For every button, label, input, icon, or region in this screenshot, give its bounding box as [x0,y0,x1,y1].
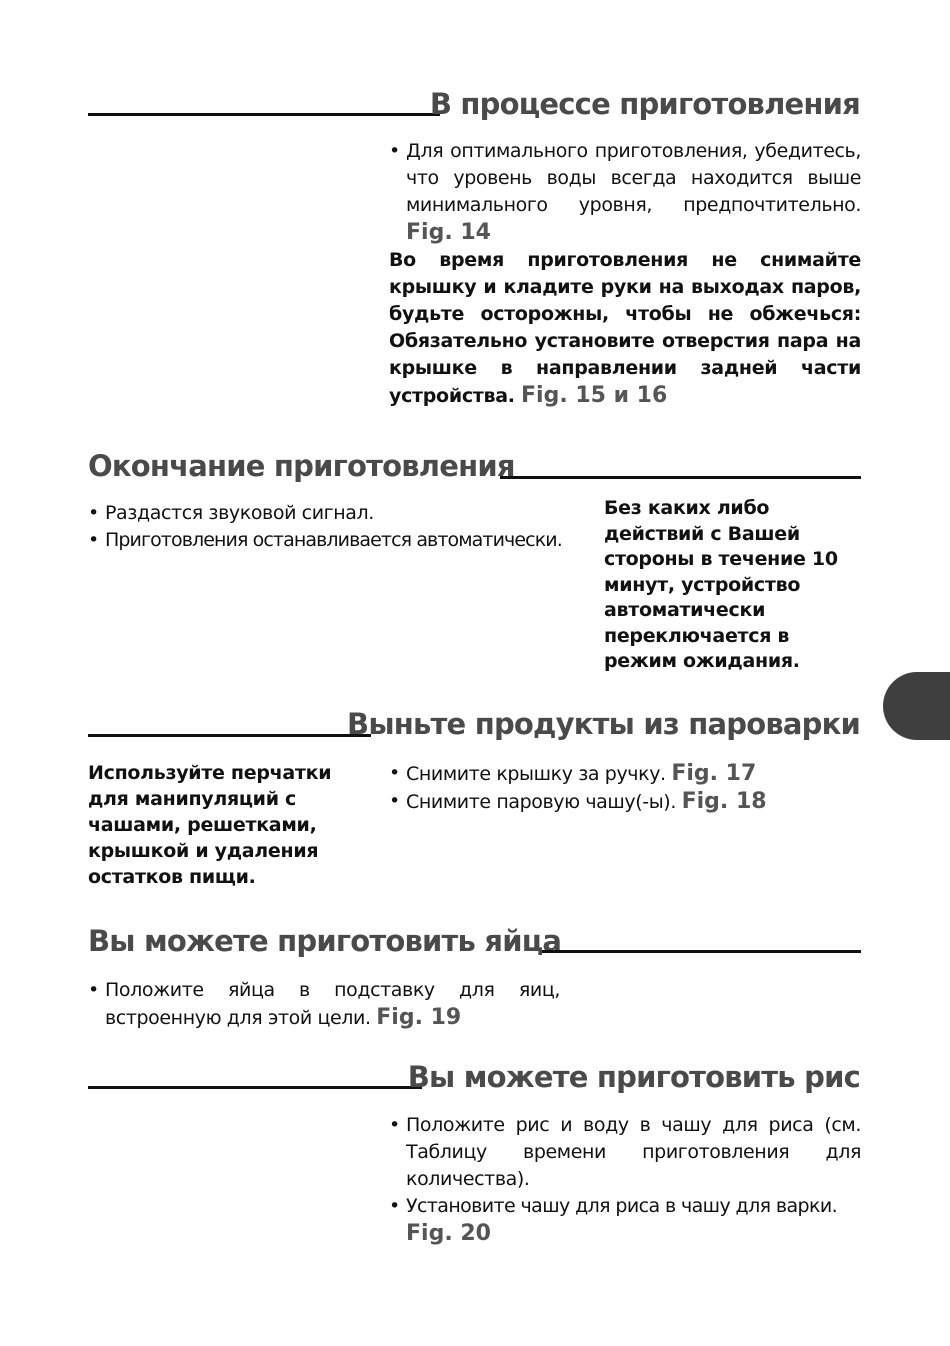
rice-bullets [389,1112,861,1248]
list-item [389,760,861,788]
list-item [88,977,560,1032]
list-item [88,500,568,527]
during-content [389,138,861,410]
heading-rule [88,1086,422,1089]
figure-reference: Fig. 17 [671,761,757,786]
heading-rule [88,734,371,737]
figure-reference: Fig. 19 [376,1005,462,1030]
bullet-text: Для оптимального приготовления, убедитесь, что уровень воды всегда находится выше минимального уровня, предпочтительно. [406,140,861,216]
bullet-text: Снимите паровую чашу(-ы). [406,791,676,813]
remove-bullets [389,760,861,816]
section-heading-during: В процессе приготовления [429,87,860,121]
section-tab-marker [883,672,950,740]
list-item [389,1193,861,1248]
eggs-bullets [88,977,560,1032]
warning-text: Во время приготовления не снимайте крышку и кладите руки на выходах паров, будьте осторожны, чтобы не обжечься: Обязательно установите отверстия пара на крышке в направлении задней части устройства. [389,249,861,407]
heading-rule [88,113,440,116]
section-heading-remove: Выньте продукты из пароварки [347,707,860,741]
standby-note: Без каких либо действий с Вашей стороны в течение 10 минут, устройство автоматически переключается в режим ожидания. [604,497,838,672]
list-item [389,1112,861,1193]
bullet-text: Раздастся звуковой сигнал. [105,502,374,524]
gloves-note: Используйте перчатки для манипуляций с чашами, решетками, крышкой и удаления остатков пищи. [88,762,332,888]
section-heading-end: Окончание приготовления [88,449,515,483]
bullet-text: Положите рис и воду в чашу для риса (см. Таблицу времени приготовления для количества). [406,1114,861,1190]
list-item [88,527,568,554]
bullet-text: Снимите крышку за ручку. [406,763,666,785]
end-bullets [88,500,568,554]
bullet-text: Установите чашу для риса в чашу для варки. [406,1195,838,1217]
list-item [389,788,861,816]
figure-reference: Fig. 20 [406,1221,491,1246]
section-heading-rice: Вы можете приготовить рис [407,1060,860,1094]
figure-reference: Fig. 18 [681,789,767,814]
heading-rule [542,950,861,953]
bullet-text: Положите яйца в подставку для яиц, встроенную для этой цели. [105,979,560,1029]
bullet-text: Приготовления останавливается автоматически. [105,529,562,551]
heading-rule [500,476,861,479]
figure-reference: Fig. 15 и 16 [521,383,668,408]
figure-reference: Fig. 14 [406,220,491,245]
section-heading-eggs: Вы можете приготовить яйца [88,924,562,958]
warning-note [389,247,861,410]
list-item [389,138,861,247]
